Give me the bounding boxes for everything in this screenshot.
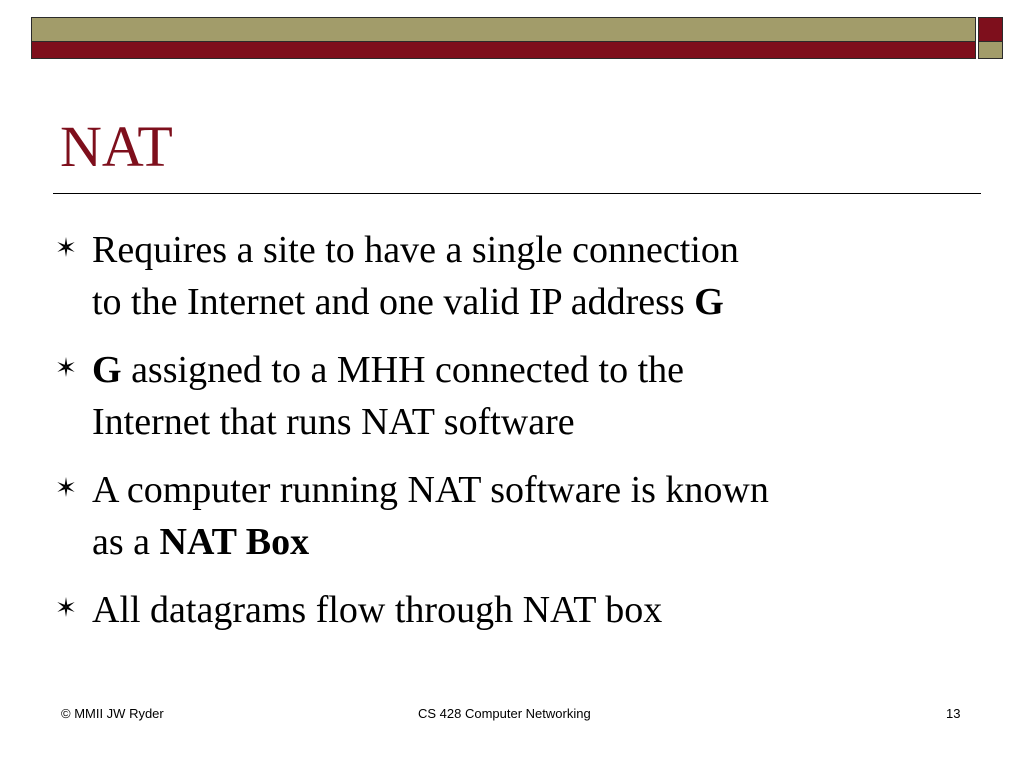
six-point-asterisk-bullet-icon <box>54 355 78 379</box>
bullet-item <box>54 224 954 328</box>
six-point-asterisk-bullet-icon <box>54 475 78 499</box>
bullet-text: A computer running NAT software is known <box>92 469 769 511</box>
bullet-text: as a <box>92 521 160 563</box>
six-point-asterisk-bullet-icon <box>54 235 78 259</box>
bullet-item <box>54 344 954 448</box>
footer-page-number: 13 <box>946 706 961 721</box>
bullet-text: Internet that runs NAT software <box>92 401 575 443</box>
bullet-text: All datagrams flow through NAT box <box>92 589 663 631</box>
bullet-text-bold: G <box>92 349 122 391</box>
bullet-text: to the Internet and one valid IP address <box>92 281 695 323</box>
bullet-text-bold: G <box>694 281 724 323</box>
bullet-list <box>54 224 954 652</box>
bullet-text-bold: NAT Box <box>159 521 310 563</box>
bullet-text: assigned to a MHH connected to the <box>121 349 685 391</box>
bullet-text: Requires a site to have a single connection <box>92 229 739 271</box>
top-right-olive-square <box>978 42 1003 59</box>
six-point-asterisk-bullet-icon <box>54 595 78 619</box>
slide-title: NAT <box>60 114 173 179</box>
footer-copyright: © MMII JW Ryder <box>61 706 164 721</box>
top-right-maroon-square <box>978 17 1003 42</box>
footer-course-title: CS 428 Computer Networking <box>418 706 591 721</box>
title-divider <box>53 193 981 194</box>
bullet-item <box>54 584 954 636</box>
top-banner-maroon-bar <box>31 42 976 59</box>
top-banner-olive-bar <box>31 17 976 42</box>
bullet-item <box>54 464 954 568</box>
